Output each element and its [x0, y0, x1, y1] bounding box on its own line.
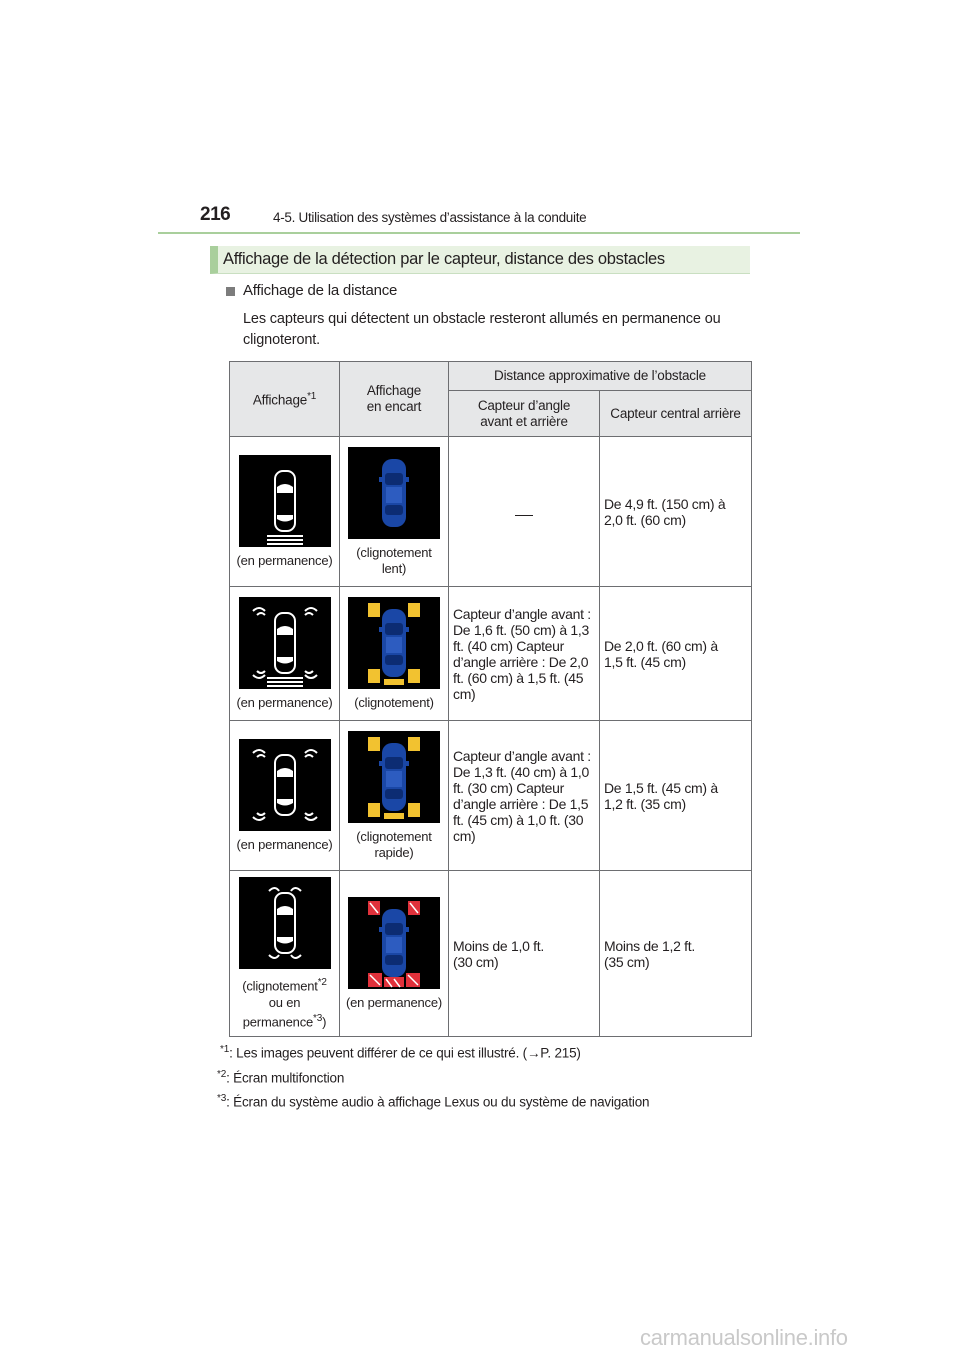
subheading: Affichage de la distance [243, 282, 398, 299]
sensor-display-icon [239, 455, 331, 547]
table-row [230, 871, 752, 1037]
sensor-display-icon [239, 597, 331, 689]
footnote-3: $^{*3}$: Écran du système audio à affichage Lexus ou du système de navigation [217, 1093, 650, 1110]
footnote-2: $^{*2}$: Écran multifonction [217, 1069, 345, 1086]
header-corner-sensor: Capteur d’angle avant et arrière [449, 391, 600, 437]
display-cell: (en permanence) [230, 587, 340, 721]
corner-distance: Capteur d’angle avant : De 1,3 ft. (40 cm) à 1,0 ft. (30 cm) Capteur d’angle arrière : De 1,5 ft. (45 cm) à 1,0 ft. (30 cm) [449, 721, 600, 871]
dash [515, 515, 533, 516]
rear-distance: Moins de 1,2 ft. (35 cm) [600, 871, 752, 1037]
footnote-1: $^{*1}$: Les images peuvent différer de ce qui est illustré. (→P. 215) [220, 1044, 581, 1061]
watermark: carmanualsonline.info [640, 1325, 848, 1350]
inset-cell: (clignotement) [340, 587, 449, 721]
inset-display-icon [348, 731, 440, 823]
header-distance: Distance approximative de l’obstacle [449, 362, 752, 391]
corner-distance: Moins de 1,0 ft. (30 cm) [449, 871, 600, 1037]
inset-cell: (en permanence) [340, 871, 449, 1037]
header-divider [158, 232, 800, 234]
page-number: 216 [200, 204, 231, 225]
section-title: Affichage de la détection par le capteur, distance des obstacles [223, 250, 665, 268]
corner-distance: Capteur d’angle avant : De 1,6 ft. (50 cm) à 1,3 ft. (40 cm) Capteur d’angle arrière : De 2,0 ft. (60 cm) à 1,5 ft. (45 cm) [449, 587, 600, 721]
table-row [230, 437, 752, 587]
chapter-title: 4-5. Utilisation des systèmes d’assistance à la conduite [273, 210, 587, 225]
corner-distance [449, 437, 600, 587]
body-paragraph: Les capteurs qui détectent un obstacle resteront allumés en permanence ou clignoteront. [243, 311, 721, 348]
rear-distance: De 1,5 ft. (45 cm) à 1,2 ft. (35 cm) [600, 721, 752, 871]
inset-display-icon [348, 447, 440, 539]
inset-cell: (clignotement lent) [340, 437, 449, 587]
header-rear-sensor: Capteur central arrière [600, 391, 752, 437]
inset-display-icon [348, 597, 440, 689]
table-row [230, 587, 752, 721]
rear-distance: De 2,0 ft. (60 cm) à 1,5 ft. (45 cm) [600, 587, 752, 721]
rear-distance: De 4,9 ft. (150 cm) à 2,0 ft. (60 cm) [600, 437, 752, 587]
header-inset: Affichage en encart [340, 362, 449, 437]
sensor-display-icon [239, 739, 331, 831]
inset-cell: (clignotement rapide) [340, 721, 449, 871]
arrow-icon: → [526, 1045, 541, 1061]
sensor-display-icon [239, 877, 331, 969]
inset-display-icon [348, 897, 440, 989]
header-display: Affichage$^{*1}$ [230, 362, 340, 437]
display-cell: (en permanence) [230, 721, 340, 871]
distance-table [229, 361, 752, 1037]
display-cell: (en permanence) [230, 437, 340, 587]
display-cell: (clignotement$^{*2}$ ou en permanence$^{*3}$) [230, 871, 340, 1037]
table-row [230, 721, 752, 871]
square-bullet-icon [226, 287, 235, 296]
